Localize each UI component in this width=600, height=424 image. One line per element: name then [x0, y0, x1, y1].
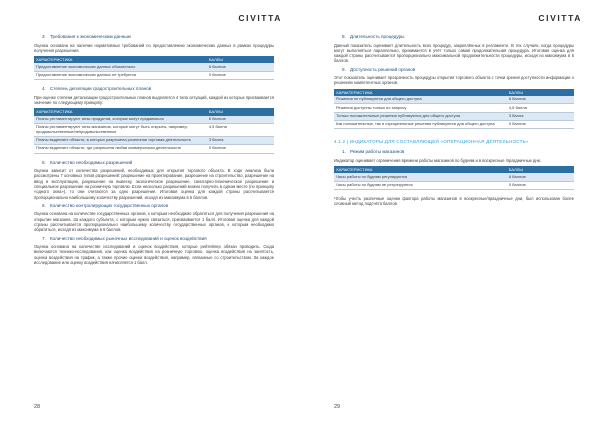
section-title-text: Требования к экономическим данным	[50, 34, 131, 39]
table-header-row	[334, 166, 574, 173]
section-number: 8.	[342, 34, 346, 39]
cell-characteristic: Решения доступны только по запросу	[334, 104, 507, 112]
section-title-text: Доступность решений органов	[350, 66, 416, 72]
paragraph: Этот показатель оценивает прозрачность процедуры открытия торгового объекта с точки зрения доступности информации о решениях компетентных органов.	[334, 75, 574, 86]
cell-score: 6 баллов	[507, 173, 574, 181]
section-number: 3.	[42, 34, 46, 39]
cell-characteristic: Только положительные решения публикуются для общего доступа	[334, 112, 507, 120]
section-number: 1.	[342, 149, 346, 155]
cell-score: 0 баллов	[507, 181, 574, 189]
section-title	[42, 203, 274, 209]
paragraph: Оценка основана на количестве исследований и оценок воздействия, которые рейтейлер обязан проводить. Сюда включаются технико-исследования, как оценка воздействия на розничную торговлю, оценка воздействия на занятость, оценка воздействия на трафик, а также прочие оценки воздействия, например, связанные со строительством. За каждое исследование или оценку воздействия начисляется 1 балл.	[34, 244, 274, 265]
paragraph: Данный показатель оценивает длительность всех процедур, закреплённых в регламенте. В тех случаях, когда процедуры могут выполняться параллельно, принимается в учёт только самая продолжительная процедура. Итоговая оценка для каждой страны рассчитывается пропорционально максимальной продолжительности процедуры, исходя из максимума в 6 баллов.	[334, 42, 574, 64]
cell-score: 4,5 балла	[207, 123, 274, 136]
table-header-row	[334, 89, 574, 96]
civitta-logo: CIVITTA	[538, 13, 582, 23]
section-number: 4.	[42, 86, 46, 92]
header-characteristic: ХАРАКТЕРИСТИКА	[334, 89, 507, 96]
table-row	[34, 116, 274, 124]
cell-score: 6 баллов	[507, 96, 574, 104]
table-row	[334, 173, 574, 181]
cell-characteristic: Как положительные, так и отрицательные решения публикуются для общего доступа	[334, 121, 507, 129]
table-row	[34, 136, 274, 144]
paragraph: При оценке степени детализации градостроительных планов выделяется 4 типа ситуаций, каждой из которых присваивается значение по следующему принципу:	[34, 94, 274, 105]
right-page	[300, 0, 600, 424]
table-row	[34, 63, 274, 71]
civitta-logo: CIVITTA	[238, 13, 282, 23]
criteria-table	[334, 89, 574, 130]
section-number: 7.	[42, 235, 46, 241]
section-title	[342, 34, 574, 40]
header-score: БАЛЛЫ	[207, 108, 274, 115]
header-score: БАЛЛЫ	[507, 89, 574, 96]
right-page-content	[334, 34, 574, 210]
cell-characteristic: Планы выделяют области, в которых разрешена розничная торговая деятельность	[34, 136, 207, 144]
cell-characteristic: Планы регламентируют типы продуктов, которые могут продаваться	[34, 116, 207, 124]
left-page-content	[34, 34, 274, 268]
paragraph: Чтобы учесть различные оценки фактора работы магазинов в воскресные/праздничные дни, был использован более сложный метод подсчёта баллов.	[334, 196, 574, 207]
cell-score: 0 баллов	[507, 121, 574, 129]
paragraph: Оценка зависит от количества разрешений, необходимых для открытия торгового объекта. В ходе анализа были рассмотрены 7 основных типов разрешений: разрешение на проектирование, разрешение на строительство, разрешение на ввод в эксплуатацию, разрешение на вывеску, экологическое разрешение, санитарно-гигиеническое разрешение и специальное разрешение на розничную торговлю. Если несколько разрешений можно получить в одном месте (по принципу «одного окна»), то они считаются за одно разрешение. Итоговая оценка для каждой страны рассчитывается пропорционально наибольшему количеству разрешений, исходя из максимума в 6 баллов.	[34, 168, 274, 200]
section-number: 6.	[42, 202, 46, 208]
table-row	[334, 112, 574, 120]
cell-score: 4,5 балла	[507, 104, 574, 112]
cell-characteristic: Планы регламентируют типы магазинов, которые могут быть открыты, например, продовольственные/непродовольственные	[34, 123, 207, 136]
header-score: БАЛЛЫ	[207, 56, 274, 63]
table-row	[334, 104, 574, 112]
table-row	[34, 145, 274, 153]
section-title	[42, 160, 274, 166]
paragraph: Оценка основана на количестве государственных органов, к которым необходимо обратиться для получения разрешения на открытие магазина. За каждого субъекта, с которым нужно связаться, присваивается 1 балл. Итоговая оценка для каждой страны рассчитывается пропорционально наибольшему количеству государственных органов, к которым необходимо обратиться, исходя из максимума в 6 баллов.	[34, 211, 274, 233]
paragraph: Оценка основана на наличии нормативных требований по предоставлению экономических данных в рамках процедуры получения разрешения.	[34, 42, 274, 53]
cell-score: 6 баллов	[207, 63, 274, 71]
cell-characteristic: Предоставление экономических данных обязательно	[34, 63, 207, 71]
section-title-text: Количество контролирующих государственных органов	[50, 202, 169, 208]
table-row	[34, 123, 274, 136]
table-row	[334, 96, 574, 104]
criteria-table	[34, 108, 274, 153]
section-title	[42, 236, 274, 242]
section-title-text: Количество необходимых разрешений	[50, 159, 133, 165]
section-number: 9.	[342, 66, 346, 72]
table-row	[34, 71, 274, 79]
cell-score: 6 баллов	[207, 116, 274, 124]
section-title	[42, 86, 274, 92]
table-row	[334, 181, 574, 189]
page-number: 29	[334, 404, 341, 410]
section-title	[342, 149, 574, 155]
section-title	[42, 34, 274, 40]
section-title-text: Длительность процедуры	[350, 34, 405, 39]
table-row	[334, 121, 574, 129]
group-heading: 4.1.2 | ИНДИКАТОРЫ ДЛЯ СОСТАВЛЯЮЩЕЙ «ОПЕРАЦИОННАЯ ДЕЯТЕЛЬНОСТЬ»	[334, 139, 529, 145]
cell-score: 3 балла	[507, 112, 574, 120]
paragraph: Индикатор оценивает ограничения времени работы магазинов по будням и в воскресные /праздничные дни.	[334, 157, 542, 163]
criteria-table	[34, 56, 274, 80]
section-title-text: Режим работы магазинов	[350, 149, 405, 155]
header-characteristic: ХАРАКТЕРИСТИКА	[34, 108, 207, 115]
cell-score: 3 балла	[207, 136, 274, 144]
page-number: 28	[34, 404, 41, 410]
header-characteristic: ХАРАКТЕРИСТИКА	[34, 56, 207, 63]
cell-score: 0 баллов	[207, 71, 274, 79]
cell-characteristic: Часы работы по будням не регулируются	[334, 181, 507, 189]
header-characteristic: ХАРАКТЕРИСТИКА	[334, 166, 507, 173]
section-number: 5.	[42, 159, 46, 165]
section-title	[342, 67, 574, 73]
section-title-text: Количество необходимых рыночных исследований и оценок воздействия	[50, 235, 207, 241]
table-header-row	[34, 56, 274, 63]
criteria-table	[334, 166, 574, 190]
cell-characteristic: Решения не публикуются для общего доступа	[334, 96, 507, 104]
cell-characteristic: Предоставление экономических данных не требуется	[34, 71, 207, 79]
header-score: БАЛЛЫ	[507, 166, 574, 173]
cell-score: 0 баллов	[207, 145, 274, 153]
cell-characteristic: Планы выделяют области, где разрешена любая коммерческая деятельность	[34, 145, 207, 153]
table-header-row	[34, 108, 274, 115]
cell-characteristic: Часы работы по будням регулируются	[334, 173, 507, 181]
section-title-text: Степень дегиляции градостроительных планов	[50, 86, 152, 92]
